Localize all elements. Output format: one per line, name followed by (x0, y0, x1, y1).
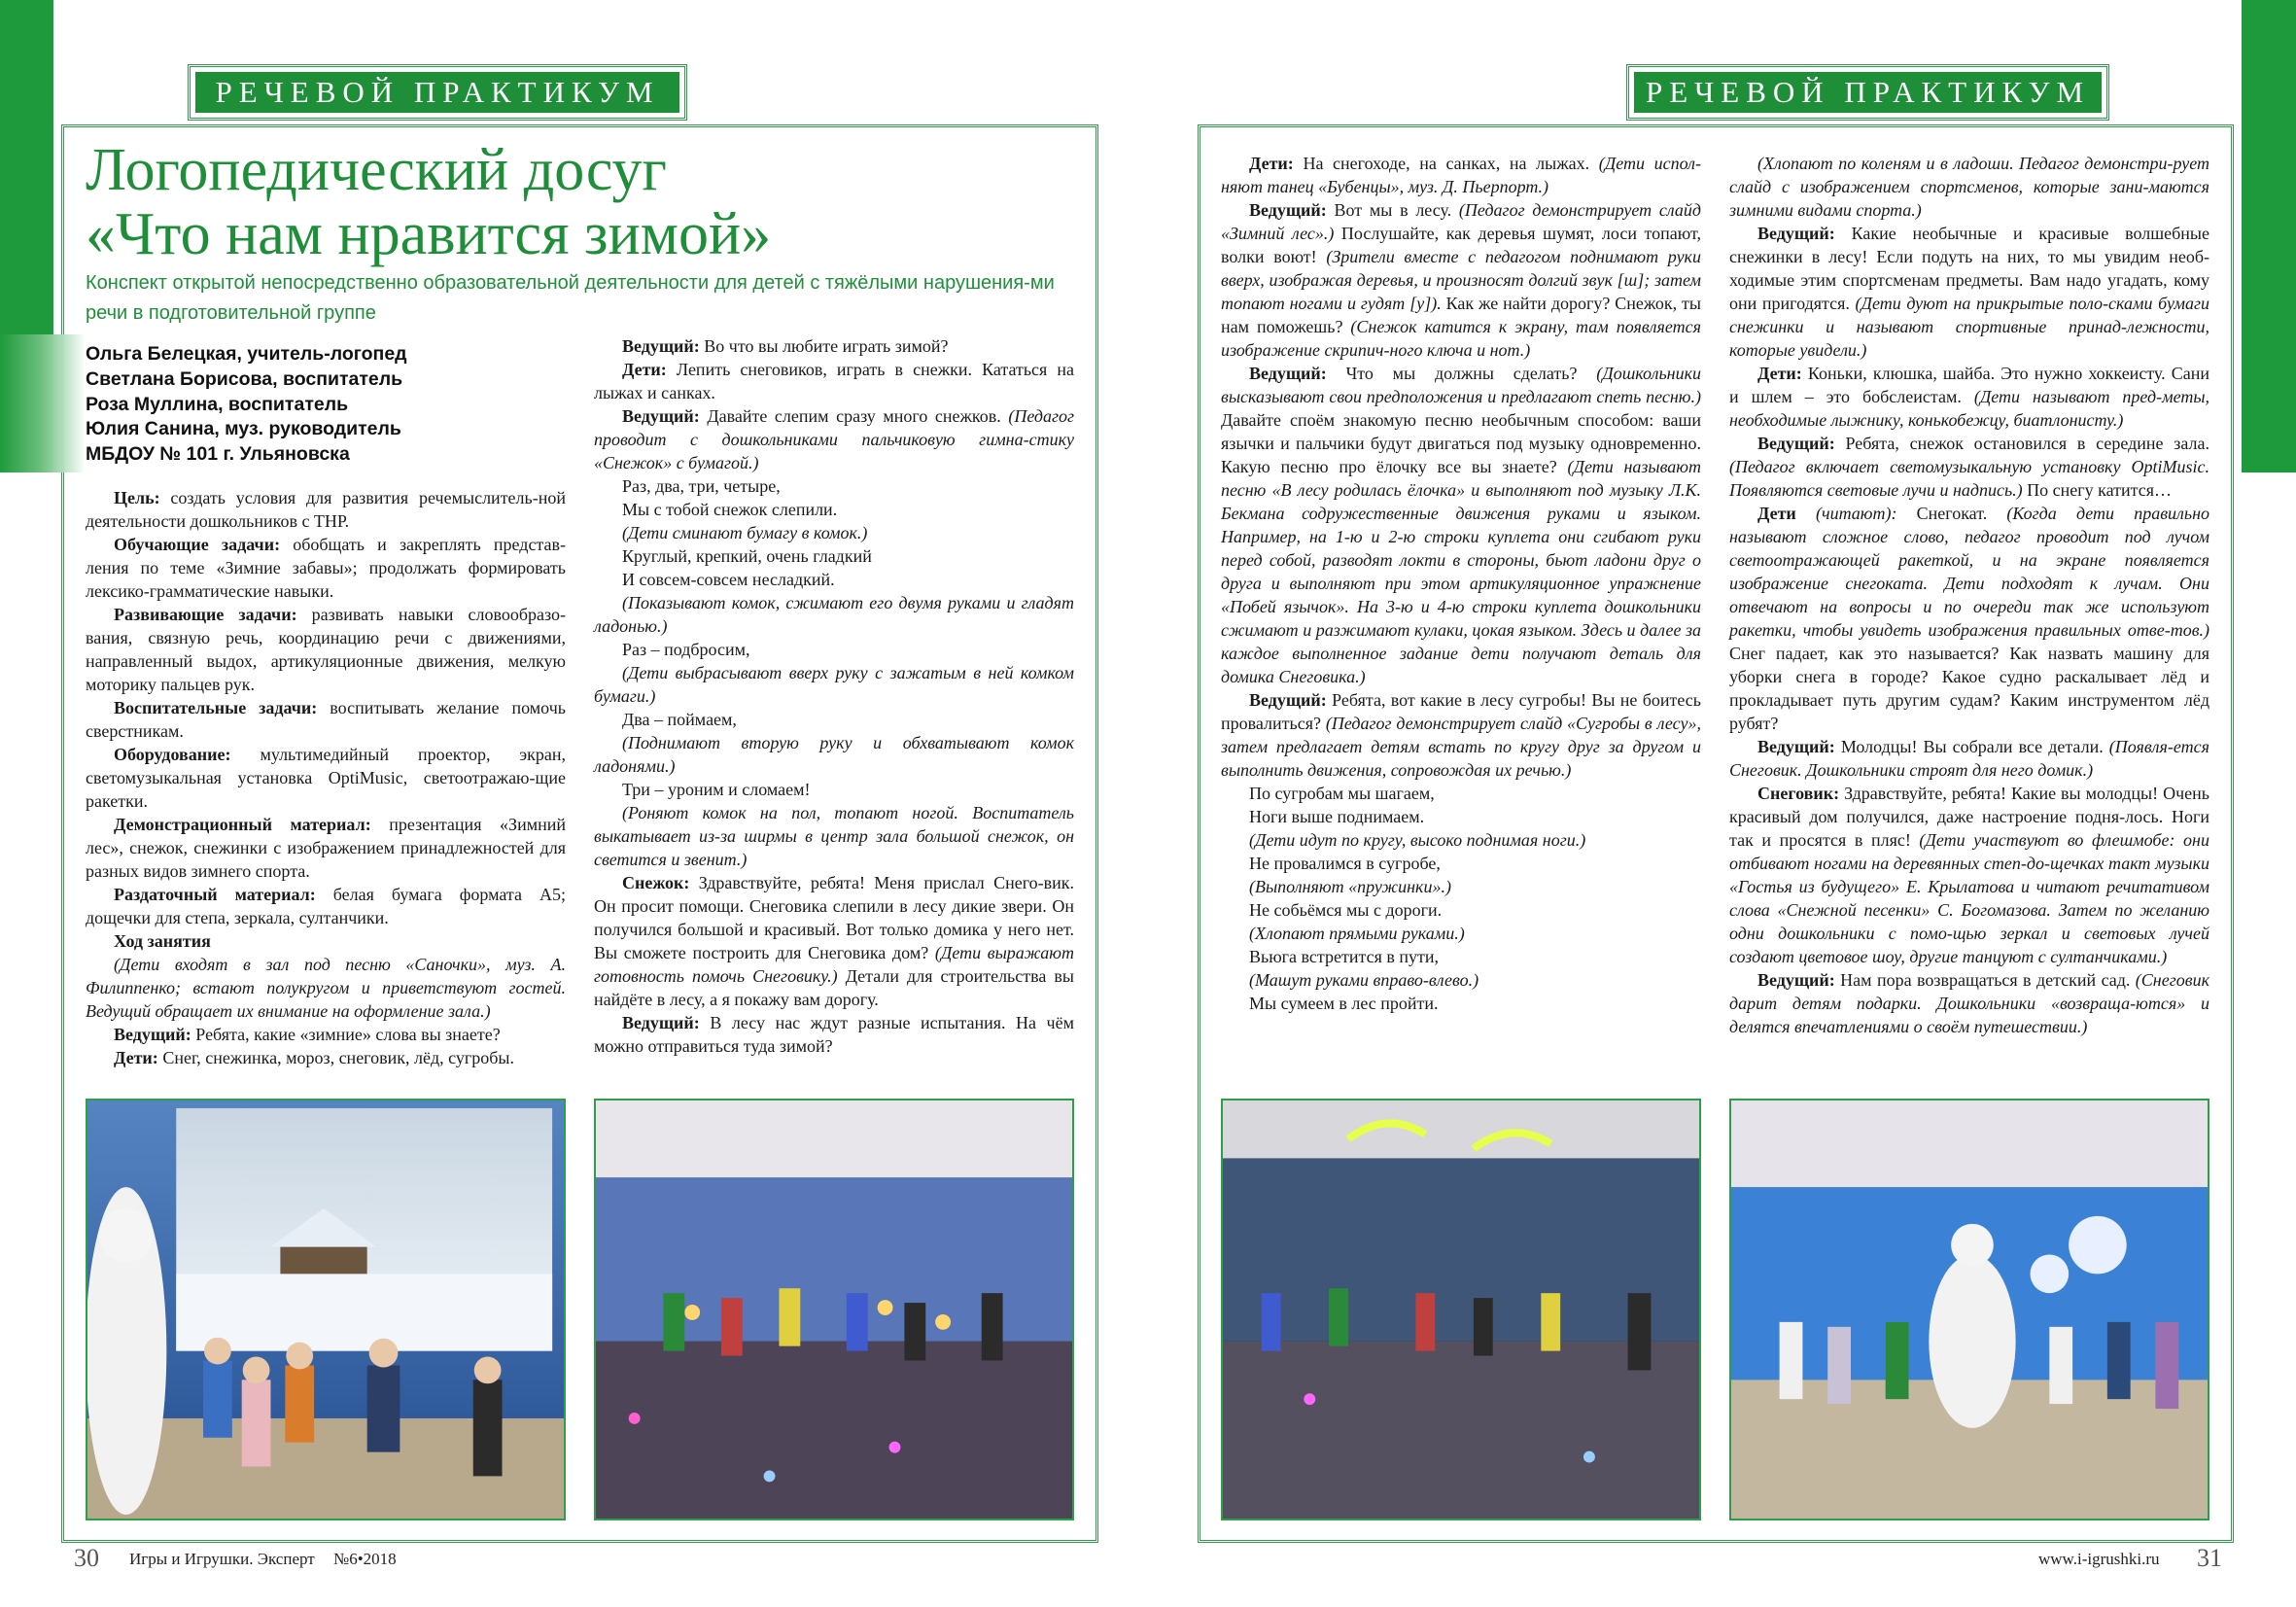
text-run: Давайте слепим сразу много снежков. (699, 406, 1001, 426)
bold-label: Ведущий: (1757, 970, 1835, 990)
verse-line: И совсем-совсем несладкий. (622, 570, 835, 589)
bold-label: Ведущий: (622, 406, 700, 426)
article-subtitle: Конспект открытой непосредственно образовательной деятельности для детей с тяжёлыми нарушения-ми речи в подготовительной группе (86, 272, 1055, 324)
bold-label: Ведущий: (1249, 200, 1327, 220)
paragraph (86, 696, 566, 743)
section-tag-left (188, 64, 687, 121)
italic-text: (читают): (1795, 504, 1897, 523)
verse-line: Вьюга встретится в пути, (1249, 947, 1439, 966)
italic-text: (Дети выбрасывают вверх руку с зажатым в ней комком бумаги.) (594, 663, 1074, 706)
paragraph (1729, 735, 2209, 782)
italic-text: (Дети называют песню «В лесу родилась ёлочка» и выполняют под музыку Л.К. Бекмана содружественные движения руками и языком. Например, на 1-ю и 2-ю строки куплета они сгибают руки перед собой, разводят локти в стороны, бьют ладони друг о друга и выполняют при этом артикуляционное упражнение «Побей язычок». На 3-ю и 4-ю строки куплета дошкольники сжимают и разжимают кулаки, цокая языком. Здесь и далее за каждое выполненное задание дети получают деталь для домика Снеговика.) (1221, 457, 1701, 686)
bold-label: Ведущий: (622, 1013, 700, 1032)
text-run: белая бумага формата А5; дощечки для степа, зеркала, султанчики. (86, 885, 566, 927)
author-line: Юлия Санина, муз. руководитель (86, 418, 401, 440)
bold-label: Снежок: (622, 873, 690, 892)
italic-text: (Дети сминают бумагу в комок.) (622, 523, 868, 542)
photo-light-show (1221, 1099, 1701, 1520)
verse-line (1221, 968, 1701, 992)
section-heading (86, 929, 566, 953)
italic-text: (Педагог демонстрирует слайд «Зимний лес».) (1221, 200, 1701, 243)
text-column-4 (1729, 152, 2209, 1038)
bold-label: Воспитательные задачи: (114, 698, 318, 717)
text-run: Лепить снеговиков, играть в снежки. Кататься на лыжах и санках. (594, 360, 1074, 402)
italic-text: (Снежок катится к экрану, там появляется изображение скрипич-ного ключа и нот.) (1221, 317, 1701, 360)
text-run: мультимедийный проектор, экран, светомузыкальная установка OptiMusic, светоотражаю-щие ракетки. (86, 745, 566, 811)
text-run: Снегокат. (1896, 504, 1988, 523)
website-url: www.i-igrushki.ru (2038, 1550, 2160, 1568)
issue-number: №6•2018 (333, 1550, 397, 1568)
author-line: Ольга Белецкая, учитель-логопед (86, 343, 407, 365)
bold-label: Снеговик: (1757, 784, 1840, 803)
text-run: Снег, снежинка, мороз, снеговик, лёд, сугробы. (157, 1048, 515, 1067)
verse-line: Мы с тобой снежок слепили. (622, 500, 838, 519)
magazine-name: Игры и Игрушки. Эксперт (129, 1550, 315, 1568)
section-tag-right-text: РЕЧЕВОЙ ПРАКТИКУМ (1634, 72, 2102, 113)
photo-snowman-group-image (1731, 1100, 2208, 1519)
photo-hall-lights-image (596, 1100, 1072, 1519)
text-run: Молодцы! Вы собрали все детали. (1834, 737, 2104, 756)
paragraph (86, 743, 566, 813)
text-run: Что мы должны сделать? (1326, 364, 1578, 383)
photo-light-show-image (1223, 1100, 1699, 1519)
verse-line: Не собьёмся мы с дороги. (1249, 900, 1443, 920)
text-run: Во что вы любите играть зимой? (699, 336, 949, 356)
text-run: обобщать и закреплять представ-ления по теме «Зимние забавы»; продолжать формировать лексико-грамматические навыки. (86, 535, 567, 601)
paragraph (1729, 362, 2209, 432)
italic-text: (Дети входят в зал под песню «Саночки», муз. А. Филиппенко; встают полукругом и приветствуют гостей. Ведущий обращает их внимание на оформление зала.) (86, 955, 566, 1021)
paragraph (1221, 688, 1701, 782)
verse-line (594, 731, 1074, 778)
paragraph (594, 1011, 1074, 1058)
italic-text: (Хлопают по коленям и в ладоши. Педагог демонстри-рует слайд с изображением спортсменов, которые зани-маются зимними видами спорта.) (1729, 154, 2209, 220)
page-number-right: 31 (2197, 1544, 2222, 1572)
italic-text: (Дети выражают готовность помочь Снеговику.) (594, 943, 1074, 986)
bold-label: Дети (1757, 504, 1796, 523)
text-column-2 (594, 334, 1074, 1058)
bold-label: Цель: (114, 488, 160, 507)
text-run: На снегоходе, на санках, на лыжах. (1293, 154, 1590, 173)
verse-line (594, 801, 1074, 871)
bold-label: Дети: (1249, 154, 1294, 173)
page-number-left: 30 (74, 1544, 99, 1572)
paragraph (86, 953, 566, 1023)
author-org: МБДОУ № 101 г. Ульяновска (86, 443, 350, 466)
bold-label: Дети: (114, 1048, 158, 1067)
text-run: Нам пора возвращаться в детский сад. (1834, 970, 2131, 990)
paragraph (1729, 222, 2209, 362)
bold-label: Ведущий: (622, 336, 700, 356)
text-run: Снег падает, как это называется? Как назвать машину для уборки снега в городе? Какое судно раскалывает лёд и прокладывает путь другим судам? Каким инструментом лёд рубят? (1729, 644, 2209, 733)
photo-hall-lights (594, 1099, 1074, 1520)
verse-line: Не провалимся в сугробе, (1249, 854, 1441, 873)
text-run: презентация «Зимний лес», снежок, снежинки с изображением принадлежностей для разных видов зимнего спорта. (86, 815, 566, 881)
italic-text: (Дети идут по кругу, высоко поднимая ноги.) (1249, 830, 1586, 850)
italic-text: (Снеговик дарит детям подарки. Дошкольники «возвраща-ются» и делятся впечатлениями о своём путешествии.) (1729, 970, 2209, 1036)
italic-text: (Педагог включает светомузыкальную установку OptiMusic. Появляются световые лучи и надпись.) (1729, 457, 2209, 500)
bold-label: Обучающие задачи: (114, 535, 281, 554)
paragraph (86, 533, 566, 603)
italic-text: (Выполняют «пружинки».) (1249, 877, 1451, 896)
verse-line (1221, 922, 1701, 945)
paragraph (1729, 968, 2209, 1038)
authors-block (86, 342, 572, 468)
verse-line: Ноги выше поднимаем. (1249, 807, 1425, 826)
photo-snowman-group (1729, 1099, 2209, 1520)
bold-label: Ведущий: (1757, 224, 1835, 243)
paragraph (1221, 362, 1701, 688)
italic-text: (Роняют комок на пол, топают ногой. Воспитатель выкатывает из-за ширмы в центр зала большой снежок, он светится и звенит.) (594, 803, 1074, 869)
text-run: Послушайте, как деревья шумят, лоси топают, волки воют! (1221, 224, 1701, 266)
italic-text: (Дети дуют на прикрытые поло-сками бумаги снежинки и называют спортивные принад-лежности, которые увидели.) (1729, 294, 2209, 360)
text-run: Коньки, клюшка, шайба. Это нужно хоккеисту. Сани и шлем – это бобслеистам. (1729, 364, 2209, 406)
italic-text: (Поднимают вторую руку и обхватывают комок ладонями.) (594, 733, 1074, 776)
italic-text: (Зрители вместе с педагогом поднимают руки вверх, изображая деревья, и произносят долгий звук [ш]; затем топают ногами и гудят [у]). (1221, 247, 1701, 313)
paragraph (1729, 782, 2209, 968)
text-run: Ребята, снежок остановился в середине зала. (1834, 434, 2209, 453)
verse-line (1221, 875, 1701, 898)
text-run: воспитывать желание помочь сверстникам. (86, 698, 566, 741)
paragraph (1729, 432, 2209, 502)
text-run: развивать навыки словообразо-вания, связную речь, координацию речи с движениями, направленный выдох, артикуляционные движения, мелкую моторику пальцев рук. (86, 605, 566, 694)
paragraph (594, 358, 1074, 404)
verse-line: Круглый, крепкий, очень гладкий (622, 546, 872, 566)
bold-label: Ведущий: (114, 1025, 191, 1044)
section-tag-right (1626, 64, 2109, 121)
author-line: Роза Муллина, воспитатель (86, 393, 349, 415)
article-title-line1: Логопедический досуг (86, 137, 667, 203)
paragraph (1729, 502, 2209, 735)
italic-text: (Педагог проводит с дошкольниками пальчиковую гимна-стику «Снежок» с бумагой.) (594, 406, 1075, 472)
italic-text: (Дети участвуют во флешмобе: они отбивают ногами на деревянных степ-до-щечках такт музыки «Гостья из будущего» Е. Крылатова и читают речитативом слова «Снежной песенки» С. Богомазова. Затем по желанию одни дошкольники с помо-щью зеркал и световых лучей создают цветовое шоу, другие танцуют с султанчиками.) (1729, 830, 2209, 966)
text-run: Как же найти дорогу? Снежок, ты нам поможешь? (1221, 294, 1701, 336)
text-run: Ребята, вот какие в лесу сугробы! Вы не боитесь провалиться? (1221, 690, 1701, 733)
paragraph (1221, 152, 1701, 198)
text-column-1 (86, 486, 566, 1069)
paragraph (1221, 198, 1701, 362)
italic-text: (Педагог демонстрирует слайд «Сугробы в лесу», затем предлагает детям встать по кругу друг за другом и выполнить движения, сопровождая их речью.) (1221, 714, 1701, 780)
paragraph (86, 603, 566, 696)
paragraph (594, 871, 1074, 1011)
italic-text: (Показывают комок, сжимают его двумя руками и гладят ладонью.) (594, 593, 1074, 636)
paragraph (86, 1023, 566, 1046)
text-run: По снегу катится… (2022, 480, 2172, 500)
text-run: Здравствуйте, ребята! Меня прислал Снего-вик. Он просит помощи. Снеговика слепили в лесу дикие звери. Он получился большой и красивый. Вот только домика у него нет. Вы сможете построить для Снеговика дом? (594, 873, 1074, 962)
text-run: Детали для строительства вы найдёте в лесу, а я покажу вам дорогу. (594, 966, 1074, 1009)
italic-text: (Когда дети правильно называют сложное слово, педагог проводит под лучом светоотражающей ракеткой, и на экране появляется изображение снегоката. Дети подходят к лучам. Они отвечают на вопросы и по очереди так же используют ракетки, чтобы увидеть изображения правильных отве-тов.) (1729, 504, 2209, 640)
text-run: Здравствуйте, ребята! Какие вы молодцы! Очень красивый дом получился, даже настроение подня-лось. Ноги так и просятся в пляс! (1729, 784, 2209, 850)
bold-label: Развивающие задачи: (114, 605, 297, 624)
text-column-3 (1221, 152, 1701, 1015)
italic-text: (Появля-ется Снеговик. Дошкольники строят для него домик.) (1729, 737, 2209, 780)
paragraph (1729, 152, 2209, 222)
verse-line: Мы сумеем в лес пройти. (1249, 994, 1439, 1013)
bold-label: Ведущий: (1249, 690, 1327, 710)
paragraph (86, 486, 566, 533)
bold-label: Ведущий: (1249, 364, 1327, 383)
italic-text: (Дошкольники высказывают свои предположения и предлагают спеть песню.) (1221, 364, 1701, 406)
paragraph (86, 883, 566, 929)
photo-screen-snowman-image (87, 1100, 564, 1519)
bold-label: Дети: (622, 360, 667, 379)
bold-label: Дети: (1757, 364, 1802, 383)
photo-screen-snowman (86, 1099, 566, 1520)
italic-text: (Хлопают прямыми руками.) (1249, 924, 1465, 943)
article-title (86, 138, 1058, 266)
bold-label: Ход занятия (114, 931, 211, 951)
text-run: Вот мы в лесу. (1326, 200, 1452, 220)
verse-line: По сугробам мы шагаем, (1249, 784, 1435, 803)
verse-line (594, 591, 1074, 638)
paragraph (86, 1046, 566, 1069)
bold-label: Демонстрационный материал: (114, 815, 371, 834)
verse-line (594, 521, 1074, 544)
text-run: В лесу нас ждут разные испытания. На чём можно отправиться туда зимой? (594, 1013, 1074, 1056)
bold-label: Оборудование: (114, 745, 231, 764)
article-title-line2: «Что нам нравится зимой» (86, 201, 772, 267)
italic-text: (Машут руками вправо-влево.) (1249, 970, 1479, 990)
section-tag-left-text: РЕЧЕВОЙ ПРАКТИКУМ (195, 72, 679, 113)
paragraph (594, 334, 1074, 358)
bold-label: Ведущий: (1757, 434, 1835, 453)
bold-label: Раздаточный материал: (114, 885, 316, 904)
author-line: Светлана Борисова, воспитатель (86, 367, 403, 390)
text-run: Давайте споём знакомую песню необычным способом: ваши язычки и пальчики будут двигаться под музыку одновременно. Какую песню про ёлочку все вы знаете? (1221, 410, 1701, 476)
paragraph (594, 404, 1074, 474)
text-run: создать условия для развития речемыслитель-ной деятельности дошкольников с ТНР. (86, 488, 566, 531)
verse-line: Три – уроним и сломаем! (622, 780, 811, 799)
verse-line: Раз, два, три, четыре, (622, 476, 781, 496)
text-run: Ребята, какие «зимние» слова вы знаете? (191, 1025, 501, 1044)
italic-text: (Дети называют пред-меты, необходимые лыжнику, конькобежцу, биатлонисту.) (1729, 387, 2210, 430)
verse-line (594, 661, 1074, 708)
bold-label: Ведущий: (1757, 737, 1835, 756)
verse-line: Два – поймаем, (622, 710, 737, 729)
verse-line: Раз – подбросим, (622, 640, 750, 659)
text-run: Какие необычные и красивые волшебные снежинки в лесу! Если подуть на них, то мы увидим необ-ходимые этим спортсменам предметы. Вам надо угадать, кому они пригодятся. (1729, 224, 2209, 313)
right-edge-bar (2242, 0, 2296, 472)
verse-line (1221, 828, 1701, 852)
paragraph (86, 813, 566, 883)
italic-text: (Дети испол-няют танец «Бубенцы», муз. Д. Пьерпорт.) (1221, 154, 1701, 196)
